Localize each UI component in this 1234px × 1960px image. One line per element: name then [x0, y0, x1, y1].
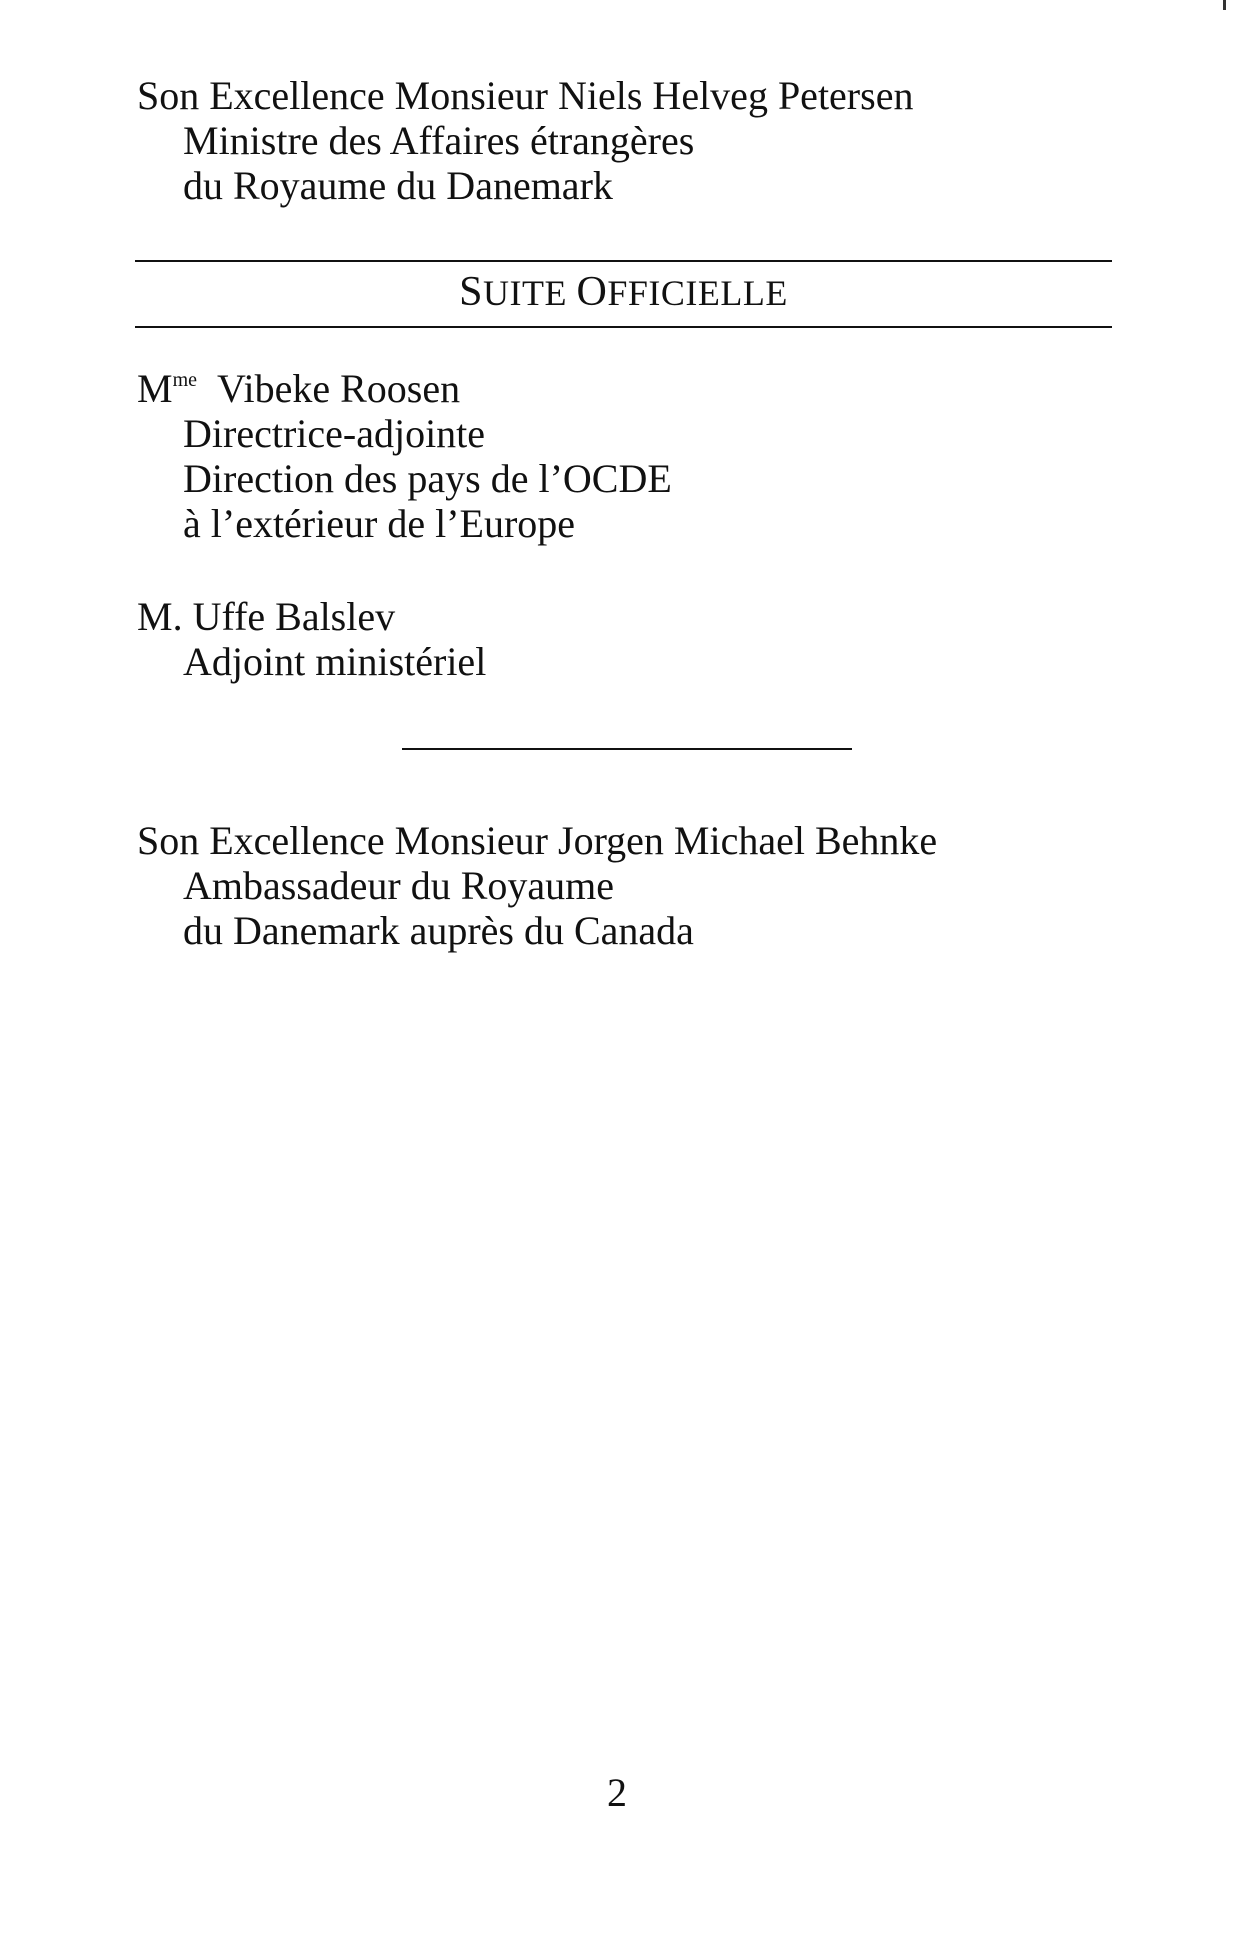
section-top-rule — [135, 260, 1112, 262]
member-1-line-1: Directrice-adjointe — [183, 411, 486, 456]
minister-title-line-1: Ministre des Affaires étrangères — [183, 118, 695, 163]
ambassador-title-line-2: du Danemark auprès du Canada — [183, 908, 694, 953]
minister-title-line-2: du Royaume du Danemark — [183, 163, 613, 208]
section-title-initial-1: S — [459, 269, 484, 315]
member-2-name: Uffe Balslev — [192, 594, 396, 639]
member-2-title: M. — [137, 594, 183, 639]
section-bottom-rule — [135, 326, 1112, 328]
section-title-part-2: FFICIELLE — [607, 273, 788, 313]
ambassador-block — [137, 818, 937, 953]
member-block-1 — [137, 366, 672, 546]
member-1-name: Vibeke Roosen — [217, 366, 461, 411]
edge-mark — [1223, 0, 1226, 10]
member-1-title: M — [137, 366, 173, 411]
separator-rule — [402, 748, 852, 750]
page-number: 2 — [607, 1770, 627, 1815]
ambassador-name: Son Excellence Monsieur Jorgen Michael Behnke — [137, 818, 938, 863]
section-title-initial-2: O — [576, 269, 608, 315]
minister-name: Son Excellence Monsieur Niels Helveg Petersen — [137, 73, 914, 118]
member-2-heading — [137, 594, 486, 639]
member-block-2 — [137, 594, 486, 684]
member-1-heading — [137, 366, 672, 411]
ambassador-title-line-1: Ambassadeur du Royaume — [183, 863, 615, 908]
member-2-line-1: Adjoint ministériel — [183, 639, 487, 684]
section-title-part-1: UITE — [483, 273, 577, 313]
member-1-line-3: à l’extérieur de l’Europe — [183, 501, 576, 546]
member-1-title-suffix: me — [172, 369, 198, 391]
section-title — [135, 269, 1112, 315]
member-1-line-2: Direction des pays de l’OCDE — [183, 456, 672, 501]
minister-block — [137, 73, 913, 208]
